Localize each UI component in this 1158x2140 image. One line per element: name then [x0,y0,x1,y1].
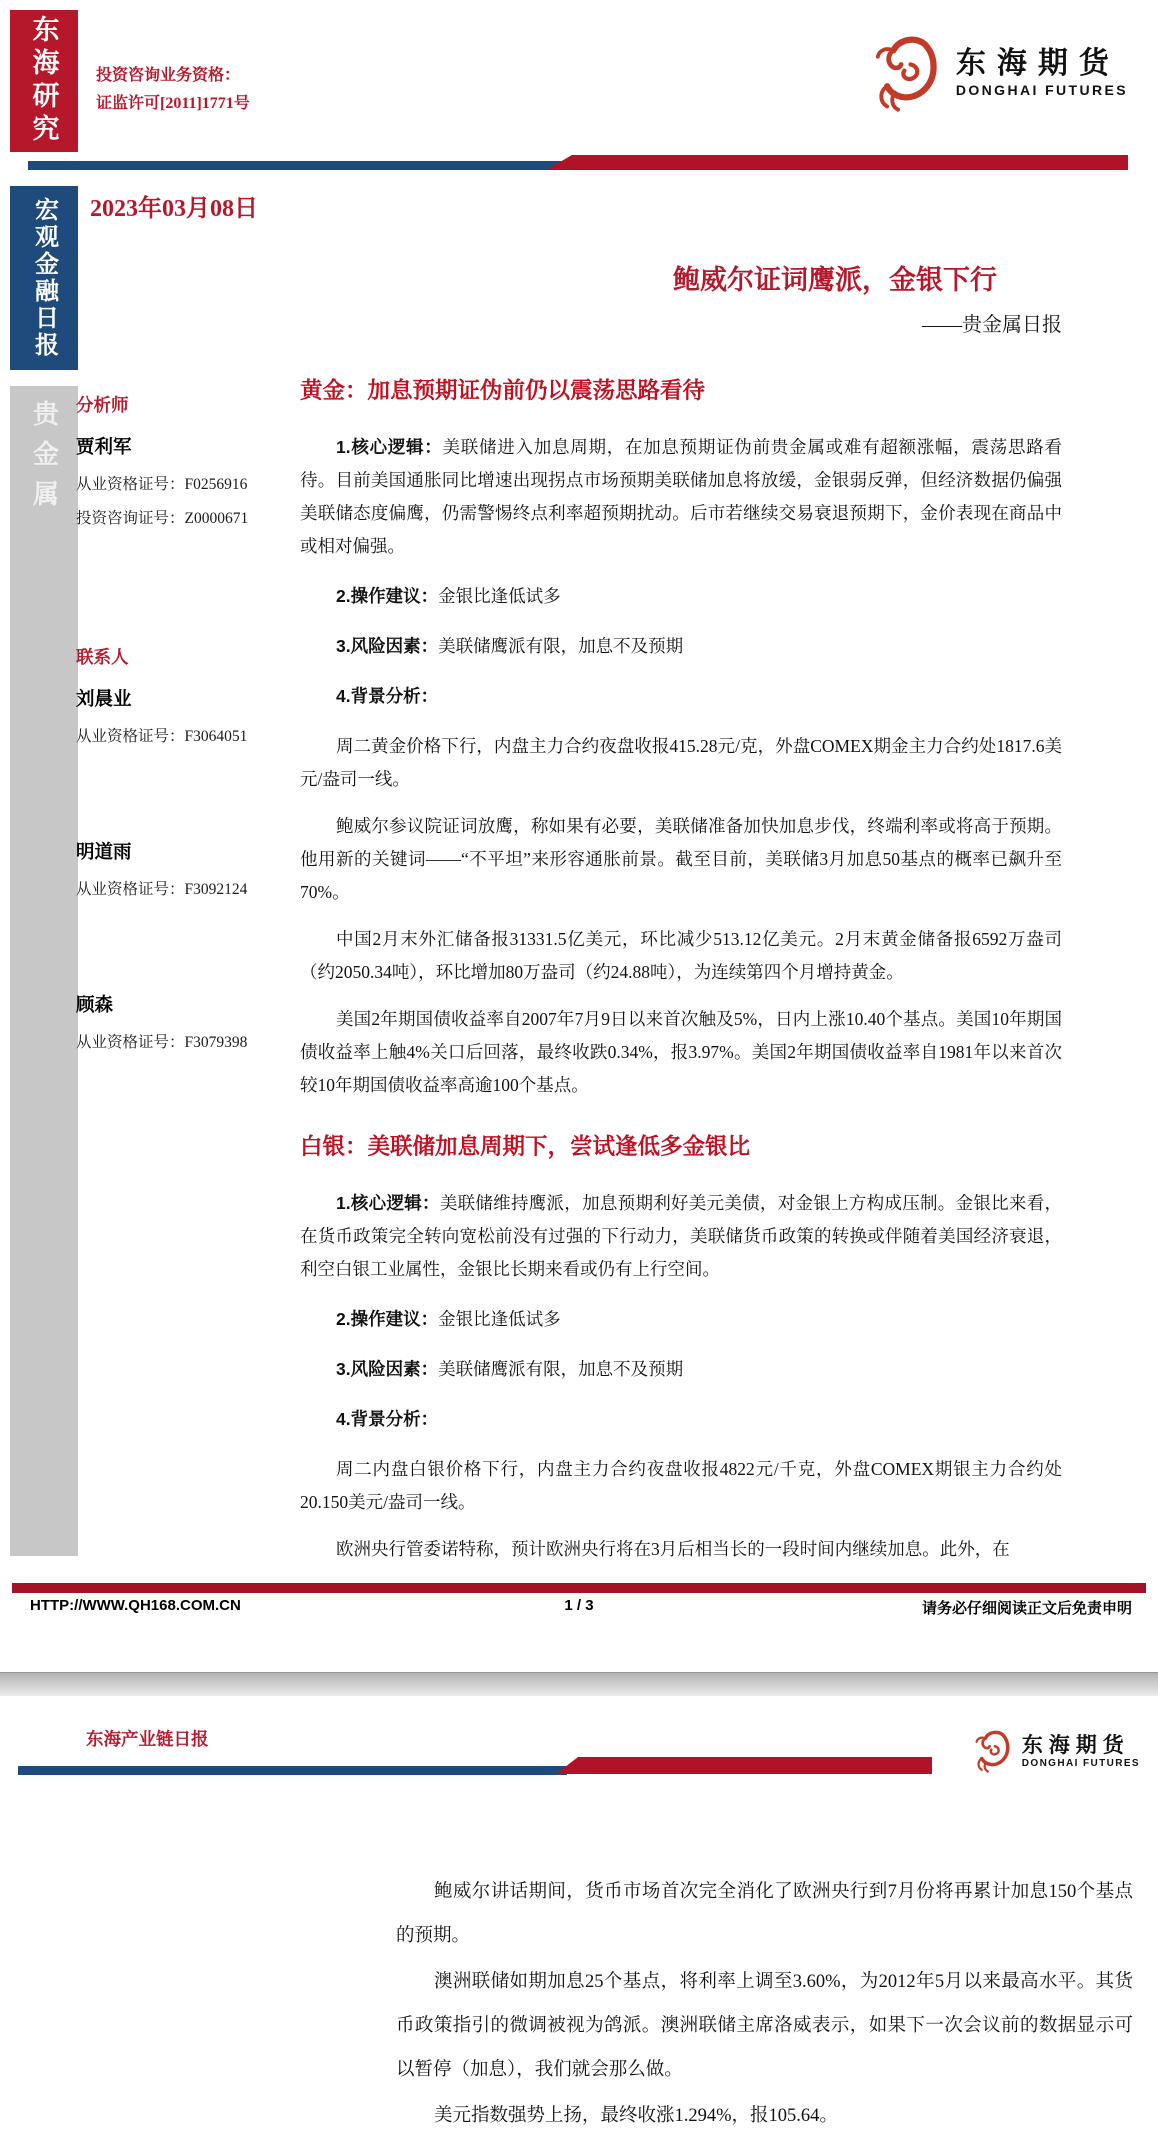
footer-url: HTTP://WWW.QH168.COM.CN [30,1597,241,1614]
qualification-text [96,62,250,118]
report-title: 鲍威尔证词鹰派，金银下行 [673,265,997,295]
page2-logo-cn-text: 东海期货 [1021,1732,1130,1757]
header-divider-blue [28,161,561,170]
report-body [300,376,1062,1580]
silver-advice [300,1303,1062,1336]
contact-name-1: 刘晨业 [76,690,132,710]
gold-core-logic-label: 1.核心逻辑： [336,437,443,457]
analyst-role-label: 分析师 [76,395,129,415]
silver-advice-text: 金银比逢低试多 [438,1309,561,1329]
contact-cert-3: 从业资格证号：F3079398 [76,1034,248,1051]
silver-background-heading [300,1403,1062,1436]
silver-risk-label: 3.风险因素： [336,1359,439,1379]
logo-en-text: DONGHAI FUTURES [955,82,1128,98]
page2-divider-blue [18,1766,567,1775]
analyst-name: 贾利军 [76,438,132,458]
analyst-cert-2: 投资咨询证号：Z0000671 [76,510,249,527]
gold-paragraph-2: 鲍威尔参议院证词放鹰，称如果有必要，美联储准备加快加息步伐，终端利率或将高于预期。他用新的关键词——“不平坦”来形容通胀前景。截至目前，美联储3月加息50基点的概率已飙升至70%。 [300,816,1062,902]
page2-dragon-logo-icon [972,1727,1016,1775]
page2-paragraph-2: 澳洲联储如期加息25个基点，将利率上调至3.60%，为2012年5月以来最高水平。其货币政策指引的微调被视为鸽派。澳洲联储主席洛威表示，如果下一次会议前的数据显示可以暂停（加息），我们就会那么做。 [396,1972,1133,2080]
page2-body [396,1870,1133,2140]
gold-paragraph-1: 周二黄金价格下行，内盘主力合约夜盘收报415.28元/克，外盘COMEX期金主力合约处1817.6美元/盎司一线。 [300,736,1062,789]
analyst-panel [76,392,296,1064]
gold-advice-label: 2.操作建议： [336,586,439,606]
gold-risk-text: 美联储鹰派有限，加息不及预期 [438,636,684,656]
analyst-cert-1: 从业资格证号：F0256916 [76,476,248,493]
gold-core-logic [300,431,1062,563]
company-logo [870,30,1128,116]
gold-paragraph-3: 中国2月末外汇储备报31331.5亿美元，环比减少513.12亿美元。2月末黄金储备报6592万盎司（约2050.34吨），环比增加80万盎司（约24.88吨），为连续第四个月增持黄金。 [300,929,1062,982]
page2-paragraph-1: 鲍威尔讲话期间，货币市场首次完全消化了欧洲央行到7月份将再累计加息150个基点的预期。 [396,1882,1133,1946]
contact-cert-2: 从业资格证号：F3092124 [76,881,248,898]
footer [0,1597,1158,1619]
logo-text [956,47,1128,99]
gold-section-heading: 黄金：加息预期证伪前仍以震荡思路看待 [300,378,706,403]
contact-name-3: 顾森 [76,996,114,1016]
report-category-banner [10,186,78,370]
silver-core-logic-text: 美联储维持鹰派，加息预期利好美元美债，对金银上方构成压制。金银比来看，在货币政策完全转向宽松前没有过强的下行动力，美联储货币政策的转换或伴随着美国经济衰退，利空白银工业属性，金银比长期来看或仍有上行空间。 [300,1193,1062,1279]
contact-name-2: 明道雨 [76,843,132,863]
silver-paragraph-2: 欧洲央行管委诺特称，预计欧洲央行将在3月后相当长的一段时间内继续加息。此外，在 [336,1539,1010,1559]
silver-section-heading: 白银：美联储加息周期下，尝试逢低多金银比 [300,1134,751,1159]
page2-logo-text [1022,1733,1140,1770]
contact-cert-1: 从业资格证号：F3064051 [76,728,248,745]
gold-background-label: 4.背景分析： [336,686,439,706]
footer-page-number: 1 / 3 [564,1597,594,1614]
report-category-label: 宏观金融日报 [30,197,57,359]
page2-divider-red [556,1757,932,1774]
gold-core-logic-text: 美联储进入加息周期，在加息预期证伪前贵金属或难有超额涨幅，震荡思路看待。目前美国通胀同比增速出现拐点市场预期美联储加息将放缓，金银弱反弹，但经济数据仍偏强美联储态度偏鹰，仍需警惕终点利率超预期扰动。后市若继续交易衰退预期下，金价表现在商品中或相对偏强。 [300,437,1062,556]
footer-divider-bar [12,1583,1146,1593]
logo-cn-text: 东海期货 [955,47,1120,80]
page2-header-title: 东海产业链日报 [86,1729,209,1749]
gold-paragraph-4: 美国2年期国债收益率自2007年7月9日以来首次触及5%，日内上涨10.40个基点。美国10年期国债收益率上触4%关口后回落，最终收跌0.34%，报3.97%。美国2年期国债收益率自1981年以来首次较10年期国债收益率高逾100个基点。 [300,1009,1062,1095]
research-banner [10,10,78,152]
page2-company-logo [972,1727,1140,1775]
page2-logo-en-text: DONGHAI FUTURES [1021,1757,1140,1769]
qualification-line1: 投资咨询业务资格： [96,67,241,84]
silver-core-logic [300,1187,1062,1286]
metal-category-label: 贵金属 [29,400,59,520]
contact-role-label: 联系人 [76,647,129,667]
silver-risk-text: 美联储鹰派有限，加息不及预期 [438,1359,684,1379]
gold-risk-label: 3.风险因素： [336,636,439,656]
report-date: 2023年03月08日 [90,196,258,222]
qualification-line2: 证监许可[2011]1771号 [96,95,250,112]
gold-risk [300,630,1062,663]
silver-core-logic-label: 1.核心逻辑： [336,1193,440,1213]
page-separator [0,1672,1158,1696]
silver-advice-label: 2.操作建议： [336,1309,439,1329]
footer-disclaimer: 请务必仔细阅读正文后免责申明 [921,1600,1132,1617]
dragon-logo-icon [870,30,948,116]
gold-advice-text: 金银比逢低试多 [438,586,561,606]
gold-advice [300,580,1062,613]
silver-background-label: 4.背景分析： [336,1409,439,1429]
silver-risk [300,1353,1062,1386]
header-divider-red [546,155,1128,170]
gold-background-heading [300,680,1062,713]
page2-paragraph-3: 美元指数强势上扬，最终收涨1.294%，报105.64。 [434,2106,838,2126]
silver-paragraph-1: 周二内盘白银价格下行，内盘主力合约夜盘收报4822元/千克，外盘COMEX期银主力合约处20.150美元/盎司一线。 [300,1459,1062,1512]
research-banner-label: 东海研究 [28,15,59,147]
report-subtitle: ——贵金属日报 [922,314,1062,336]
metal-category-banner [10,386,78,1556]
